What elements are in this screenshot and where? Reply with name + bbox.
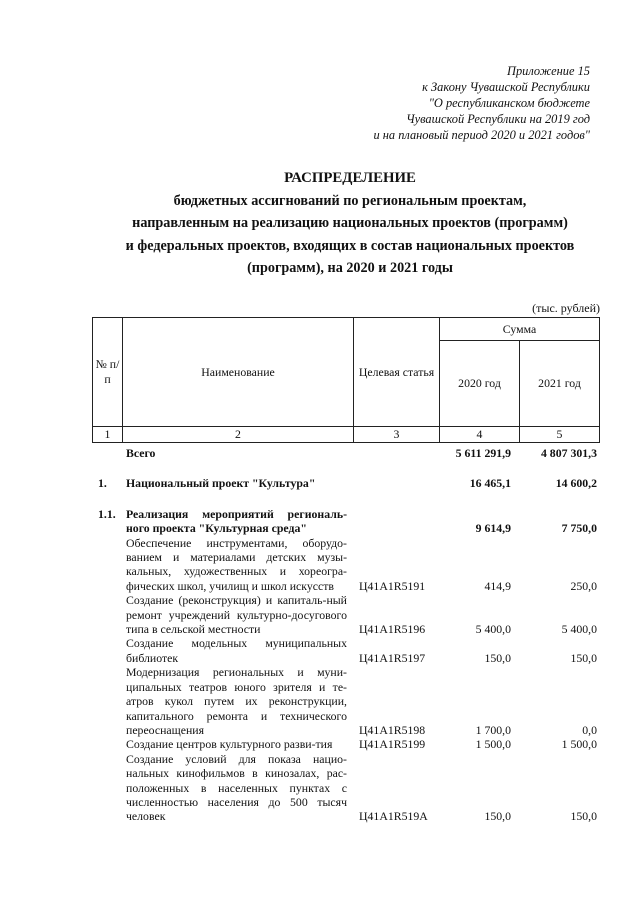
row-value-2021: 150,0: [570, 809, 597, 824]
table-row: [92, 737, 599, 751]
row-value-2021: 0,0: [582, 722, 597, 737]
row-value-2021: 1 500,0: [561, 737, 597, 752]
row-num: [92, 593, 122, 636]
row-num: [92, 446, 122, 460]
row-name: Создание (реконструкция) и капиталь-ный ремонт учреждений культурно-досугового типа в сельской местности: [126, 593, 347, 637]
row-value-2020: 5 400,0: [475, 622, 511, 637]
row-value-2021: 5 400,0: [561, 622, 597, 637]
appendix-line: и на плановый период 2020 и 2021 годов": [373, 128, 590, 142]
row-value-2020: 1 700,0: [475, 722, 511, 737]
row-num: [92, 752, 122, 824]
table-row: [92, 636, 599, 665]
row-value-2021: 150,0: [570, 650, 597, 665]
row-num: [92, 636, 122, 665]
title-line: (программ), на 2020 и 2021 годы: [247, 260, 453, 276]
table-row: [92, 665, 599, 737]
table-row: [92, 536, 599, 594]
header-target: Целевая статья: [354, 318, 440, 427]
document-title: [60, 167, 640, 280]
appendix-line: Чувашской Республики на 2019 год: [406, 112, 590, 126]
row-name: Модернизация региональных и муни-ципальных театров юного зрителя и те-атров кукол путем их реконструкции, капитального ремонта и технического переоснащения: [126, 665, 347, 737]
row-num: 1.: [98, 476, 107, 491]
table-row: [92, 593, 599, 636]
row-code: Ц41А1R5191: [359, 578, 426, 593]
row-code: Ц41А1R5198: [359, 722, 426, 737]
row-value-2021: 250,0: [570, 578, 597, 593]
row-value-2020: 150,0: [484, 650, 511, 665]
appendix-note: [290, 63, 590, 143]
header-sum: Сумма: [440, 318, 600, 341]
row-value-2020: 9 614,9: [475, 521, 511, 536]
column-number: 5: [520, 427, 600, 443]
column-number: 1: [93, 427, 123, 443]
column-number: 3: [354, 427, 440, 443]
budget-table: [92, 446, 599, 824]
row-num: 1.1.: [98, 506, 116, 521]
row-value-2020: 5 611 291,9: [455, 446, 511, 460]
row-value-2020: 1 500,0: [475, 737, 511, 752]
table-row: [92, 752, 599, 824]
row-name: Всего: [126, 446, 156, 460]
row-name: Национальный проект "Культура": [126, 476, 316, 491]
title-main: РАСПРЕДЕЛЕНИЕ: [284, 170, 416, 186]
title-line: и федеральных проектов, входящих в состав национальных проектов: [125, 237, 575, 254]
title-line: направленным на реализацию национальных проектов (программ): [132, 215, 568, 231]
row-code: [353, 476, 439, 490]
row-code: Ц41А1R5197: [359, 650, 426, 665]
table-row-total: [92, 446, 599, 460]
appendix-line: Приложение 15: [507, 64, 590, 78]
row-value-2020: 16 465,1: [469, 476, 511, 491]
table-header: [92, 317, 600, 443]
header-name: Наименование: [123, 318, 354, 427]
row-value-2020: 150,0: [484, 809, 511, 824]
row-value-2020: 414,9: [484, 578, 511, 593]
row-num: [92, 536, 122, 594]
row-code: [353, 446, 439, 460]
units-label: (тыс. рублей): [532, 301, 600, 315]
row-name: Создание центров культурного разви-тия: [126, 737, 333, 752]
header-num: № п/п: [93, 318, 123, 427]
header-2020: 2020 год: [440, 341, 520, 427]
row-name: Создание модельных муниципальных библиотек: [126, 636, 347, 665]
row-code: Ц41А1R5196: [359, 622, 426, 637]
column-number: 4: [440, 427, 520, 443]
appendix-line: "О республиканском бюджете: [428, 96, 590, 110]
appendix-line: к Закону Чувашской Республики: [422, 80, 590, 94]
row-code: [353, 507, 439, 536]
row-name: Реализация мероприятий региональ-ного проекта "Культурная среда": [126, 506, 347, 536]
row-code: Ц41А1R5199: [359, 737, 426, 752]
row-num: [92, 665, 122, 737]
title-line: бюджетных ассигнований по региональным проектам,: [173, 192, 527, 209]
column-number: 2: [123, 427, 354, 443]
table-row: [92, 476, 599, 490]
row-name: Создание условий для показа нацио-нальных кинофильмов в кинозалах, рас-положенных в населенных пунктах с численностью населения до 500 тысяч человек: [126, 751, 347, 824]
table-row: [92, 507, 599, 536]
row-value-2021: 14 600,2: [555, 476, 597, 491]
row-name: Обеспечение инструментами, оборудо-ванием и материалами детских музы-кальных, художественных и хореогра-фических школ, училищ и школ искусств: [126, 535, 347, 593]
header-2021: 2021 год: [520, 341, 600, 427]
row-value-2021: 7 750,0: [561, 521, 597, 536]
row-code: Ц41А1R519А: [359, 809, 428, 824]
row-num: [92, 737, 122, 751]
row-value-2021: 4 807 301,3: [540, 446, 597, 460]
